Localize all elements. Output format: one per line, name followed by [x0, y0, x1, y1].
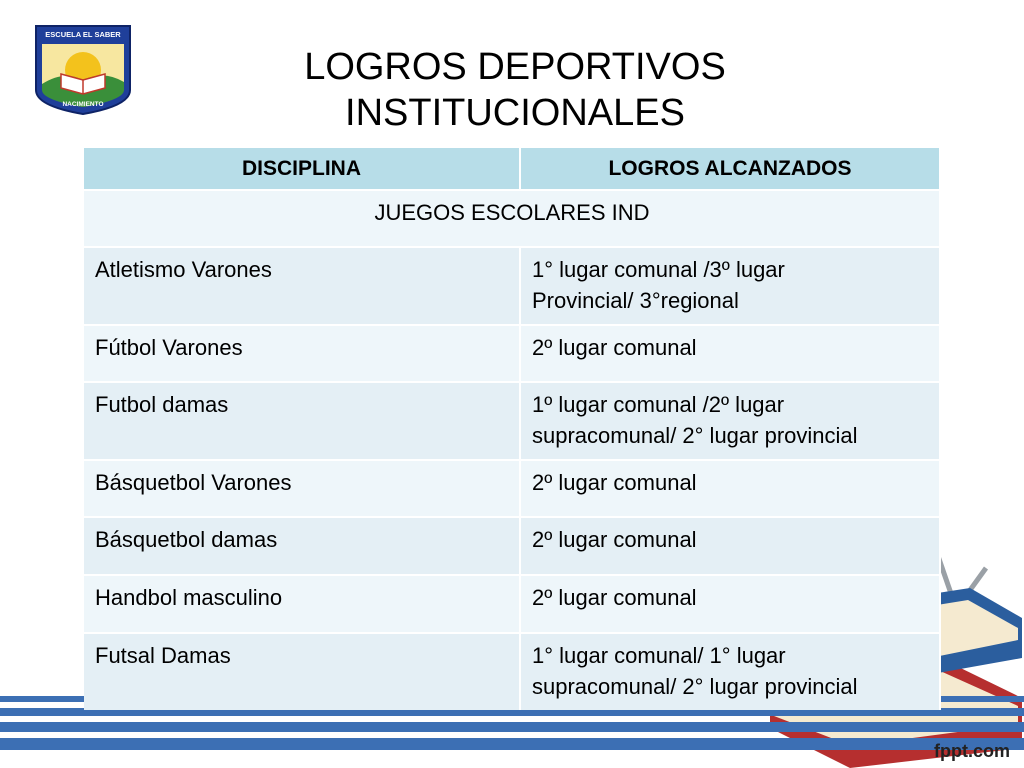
logo-bottom-text: NACIMIENTO: [62, 101, 104, 108]
achievement-cell: 2º lugar comunal: [520, 460, 940, 517]
discipline-cell: Futbol damas: [84, 382, 520, 460]
table-row: [84, 575, 940, 633]
achievement-cell: 2º lugar comunal: [520, 325, 940, 382]
title-line-1: LOGROS DEPORTIVOS: [304, 46, 726, 88]
discipline-cell: Básquetbol Varones: [84, 460, 520, 517]
table-row: [84, 382, 940, 460]
achievement-cell: 2º lugar comunal: [520, 517, 940, 575]
table-header-row: [84, 148, 940, 190]
discipline-cell: Fútbol Varones: [84, 325, 520, 382]
table-row: [84, 247, 940, 325]
logo-top-text: ESCUELA EL SABER: [45, 30, 121, 39]
table-row: [84, 325, 940, 382]
header-discipline: DISCIPLINA: [84, 148, 520, 190]
discipline-cell: Futsal Damas: [84, 633, 520, 710]
section-label: JUEGOS ESCOLARES IND: [84, 190, 940, 247]
title-line-2: INSTITUCIONALES: [345, 92, 685, 134]
achievement-cell: 1º lugar comunal /2º lugar supracomunal/ 2° lugar provincial: [520, 382, 940, 460]
discipline-cell: Básquetbol damas: [84, 517, 520, 575]
achievement-cell: 1° lugar comunal /3º lugar Provincial/ 3°regional: [520, 247, 940, 325]
header-achievements: LOGROS ALCANZADOS: [520, 148, 940, 190]
table-row: [84, 460, 940, 517]
section-row: [84, 190, 940, 247]
achievements-table: [84, 148, 941, 710]
discipline-cell: Handbol masculino: [84, 575, 520, 633]
watermark-text: fppt.com: [934, 741, 1010, 761]
page-title: [160, 44, 870, 136]
table-row: [84, 633, 940, 710]
discipline-cell: Atletismo Varones: [84, 247, 520, 325]
table-row: [84, 517, 940, 575]
school-logo: [34, 24, 132, 116]
achievement-cell: 1° lugar comunal/ 1° lugar supracomunal/ 2° lugar provincial: [520, 633, 940, 710]
achievement-cell: 2º lugar comunal: [520, 575, 940, 633]
